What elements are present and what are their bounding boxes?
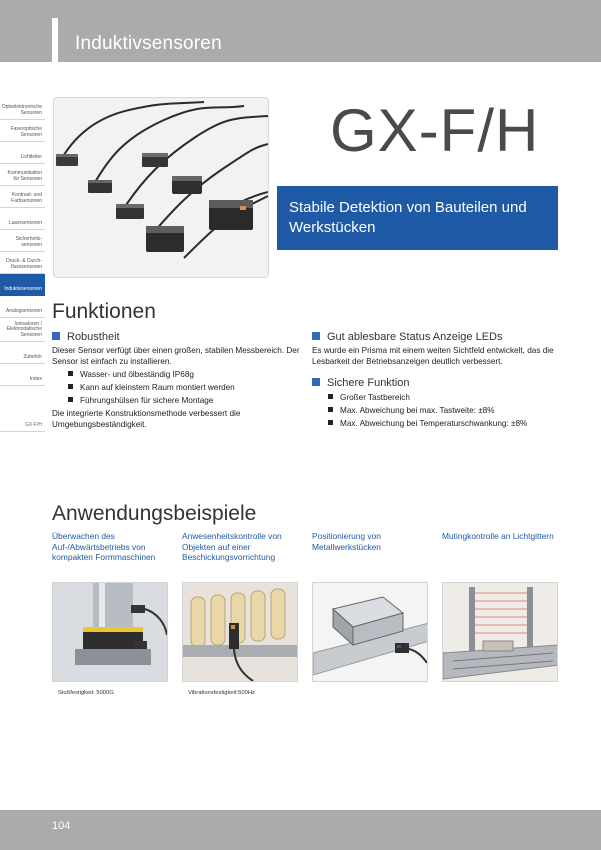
anwendung-heading: Anwendungsbeispiele [52, 502, 257, 525]
sicher-heading: Sichere Funktion [312, 377, 410, 389]
bullet-icon [68, 384, 73, 389]
sidebar-item-optoelectronic[interactable]: Optoelektronische Sensoren [0, 98, 45, 120]
sidebar-item-ionizers[interactable]: Ionisatoren / Elektrostatische Sensoren [0, 318, 45, 342]
robust-bullet: Führungshülsen für sichere Montage [68, 396, 213, 405]
sidebar-item-index[interactable]: Index [0, 364, 45, 386]
application-note-2: Vibrationsfestigkeit:500Hz [188, 690, 255, 696]
sidebar-item-fiber-optic[interactable]: Faseroptische Sensoren [0, 120, 45, 142]
application-note-1: Stoßfestigkeit: 5000G [58, 690, 114, 696]
bullet-icon [68, 397, 73, 402]
sidebar-item-light-guides[interactable]: Lichtleiter [0, 142, 45, 164]
sidebar-item-communication[interactable]: Kommunikation für Sensoren [0, 164, 45, 186]
application-image-1 [52, 582, 168, 682]
sidebar-item-laser[interactable]: Lasersensoren [0, 208, 45, 230]
application-caption-2: Anwesenheitskontrolle von Objekten auf einer Beschickungsvorrichtung [182, 531, 282, 562]
sidebar-item-gx-fh[interactable]: GX-F/H [0, 386, 45, 432]
square-bullet-icon [312, 332, 320, 340]
application-image-3 [312, 582, 428, 682]
sidebar-nav [0, 98, 45, 432]
header-title: Induktivsensoren [75, 33, 222, 54]
robust-heading: Robustheit [52, 331, 120, 343]
bullet-icon [328, 407, 333, 412]
sidebar-item-safety[interactable]: Sicherheits-sensoren [0, 230, 45, 252]
square-bullet-icon [312, 378, 320, 386]
status-text: Es wurde ein Prisma mit einem weiten Sichtfeld entwickelt, das die Lesbarkeit der Betriebsanzeigen deutlich verbessert. [312, 346, 554, 366]
bullet-icon [328, 420, 333, 425]
header-accent [52, 18, 58, 62]
robust-intro: Dieser Sensor verfügt über einen großen, stabilen Messbereich. Der Sensor ist einfach zu installieren. [52, 346, 300, 366]
model-title: GX-F/H [330, 97, 540, 164]
light-curtain-illustration [443, 583, 558, 682]
application-caption-1: Überwachen des Auf-/Abwärtsbetriebs von kompakten Formmaschinen [52, 531, 156, 562]
application-image-2 [182, 582, 298, 682]
sensor-family-illustration [54, 98, 269, 278]
sicher-bullet: Max. Abweichung bei max. Tastweite: ±8% [328, 406, 495, 415]
product-photo [53, 97, 269, 278]
page-number: 104 [52, 820, 71, 832]
footer-bar [0, 810, 601, 850]
application-image-4 [442, 582, 558, 682]
status-heading: Gut ablesbare Status Anzeige LEDs [312, 331, 503, 343]
positioning-illustration [313, 583, 428, 682]
robust-bullet: Wasser- und ölbeständig IP68g [68, 370, 194, 379]
bullet-icon [328, 394, 333, 399]
funktionen-heading: Funktionen [52, 300, 156, 323]
sidebar-item-accessories[interactable]: Zubehör [0, 342, 45, 364]
bullet-icon [68, 371, 73, 376]
feeder-illustration [183, 583, 298, 682]
robust-outro: Die integrierte Konstruktionsmethode verbessert die Umgebungsbeständigkeit. [52, 409, 241, 429]
sidebar-item-contrast-color[interactable]: Kontrast- und Farbsensoren [0, 186, 45, 208]
sidebar-item-pressure-flow[interactable]: Druck- & Durch-flusssensoren [0, 252, 45, 274]
application-caption-4: Mutingkontrolle an Lichtgittern [442, 531, 554, 541]
mold-machine-illustration [53, 583, 168, 682]
sidebar-item-inductive[interactable]: Induktivsensoren [0, 274, 45, 296]
tagline-box: Stabile Detektion von Bauteilen und Werkstücken [277, 186, 558, 250]
sidebar-item-analog[interactable]: Analogsensoren [0, 296, 45, 318]
square-bullet-icon [52, 332, 60, 340]
sicher-bullet: Max. Abweichung bei Temperaturschwankung: ±8% [328, 419, 527, 428]
application-caption-3: Positionierung von Metallwerkstücken [312, 531, 381, 552]
robust-bullet: Kann auf kleinstem Raum montiert werden [68, 383, 235, 392]
sicher-bullet: Großer Tastbereich [328, 393, 410, 402]
